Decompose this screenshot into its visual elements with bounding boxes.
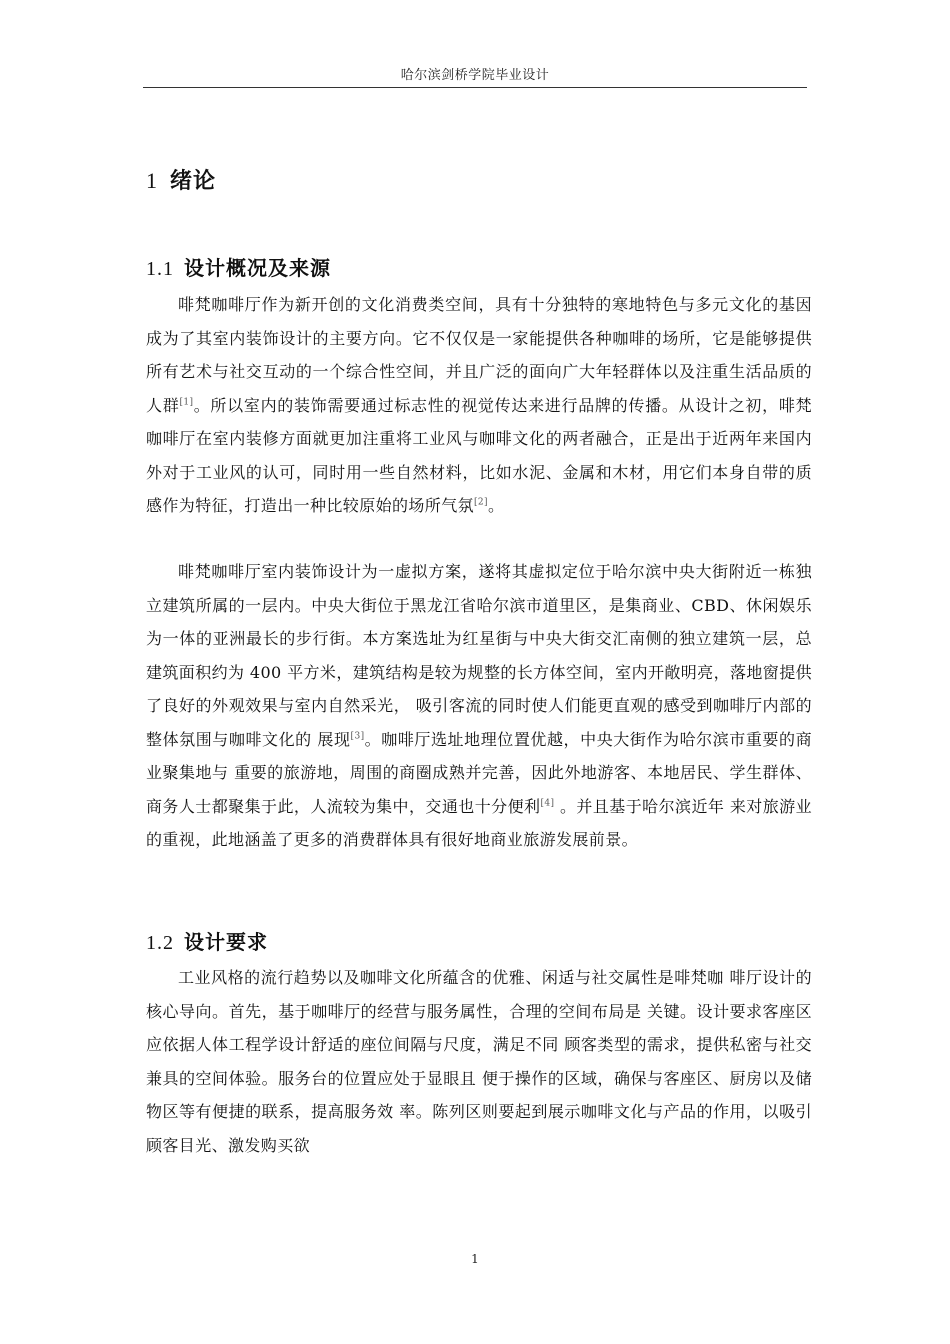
section-title: 设计概况及来源 [184,256,331,280]
section-heading-1-1 [146,252,331,281]
paragraph-text: 。并且基于哈尔滨近年 来对旅游业的重视，此地涵盖了更多的消费群体具有很好地商业旅游发展前景。 [146,796,812,849]
section-heading-1-2 [146,926,268,955]
citation-ref[interactable]: [3] [350,731,365,742]
paragraph-site-location [146,555,812,857]
header-rule [143,87,807,88]
chapter-title: 绪论 [170,169,217,194]
section-number: 1.1 [146,258,174,280]
page-number: 1 [471,1252,479,1266]
chapter-number: 1 [146,168,158,193]
paragraph-text: 。咖啡厅选址地理位置优越，中央大街作为哈尔滨市重要的商业聚集地与 重要的旅游地，周围的商圈成熟并完善，因此外地游客、本地居民、学生群体、 商务人士都聚集于此，人流较为集中，交通也十分便利 [146,729,812,816]
paragraph-text: 啡梵咖啡厅作为新开创的文化消费类空间，具有十分独特的寒地特色与多元文化的基因成为了其室内装饰设计的主要方向。它不仅仅是一家能提供各种咖啡的场所，它是能够提供所有艺术与社交互动的一个综合性空间，并且广泛的面向广大年轻群体以及注重生活品质的人群 [146,295,812,415]
paragraph-text: 。 [487,496,505,515]
running-header: 哈尔滨剑桥学院毕业设计 [400,68,550,83]
section-title: 设计要求 [184,930,268,954]
paragraph-text: 工业风格的流行趋势以及咖啡文化所蕴含的优雅、闲适与社交属性是啡梵咖 啡厅设计的核心导向。首先，基于咖啡厅的经营与服务属性，合理的空间布局是 关键。设计要求客座区应依据人体工程学设计舒适的座位间隔与尺度，满足不同 顾客类型的需求，提供私密与社交兼具的空间体验。服务台的位置应处于显眼且 便于操作的区域，确保与客座区、厨房以及储物区等有便捷的联系，提高服务效 率。陈列区则要起到展示咖啡文化与产品的作用，以吸引顾客目光、激发购买欲 [146,968,812,1155]
paragraph-text: 啡梵咖啡厅室内装饰设计为一虚拟方案，遂将其虚拟定位于哈尔滨中央大街附近一栋独立建筑所属的一层内。中央大街位于黑龙江省哈尔滨市道里区，是集商业、CBD、休闲娱乐为一体的亚洲最长的步行街。本方案选址为红星街与中央大街交汇南侧的独立建筑一层，总建筑面积约为 400 平方米，建筑结构是较为规整的长方体空间，室内开敞明亮，落地窗提供了良好的外观效果与室内自然采光， 吸引客流的同时使人们能更直观的感受到咖啡厅内部的整体氛围与咖啡文化的 展现 [146,562,812,749]
chapter-heading [146,164,216,195]
paragraph-design-requirements [146,961,812,1162]
citation-ref[interactable]: [1] [179,397,194,408]
citation-ref[interactable]: [4] [540,798,555,809]
citation-ref[interactable]: [2] [474,497,488,508]
paragraph-design-overview [146,288,812,523]
section-number: 1.2 [146,932,174,954]
paragraph-text: 。所以室内的装饰需要通过标志性的视觉传达来进行品牌的传播。从设计之初，啡梵咖啡厅在室内装修方面就更加注重将工业风与咖啡文化的两者融合，正是出于近两年来国内外对于工业风的认可，同时用一些自然材料，比如水泥、金属和木材，用它们本身自带的质感作为特征，打造出一种比较原始的场所气氛 [146,395,812,515]
